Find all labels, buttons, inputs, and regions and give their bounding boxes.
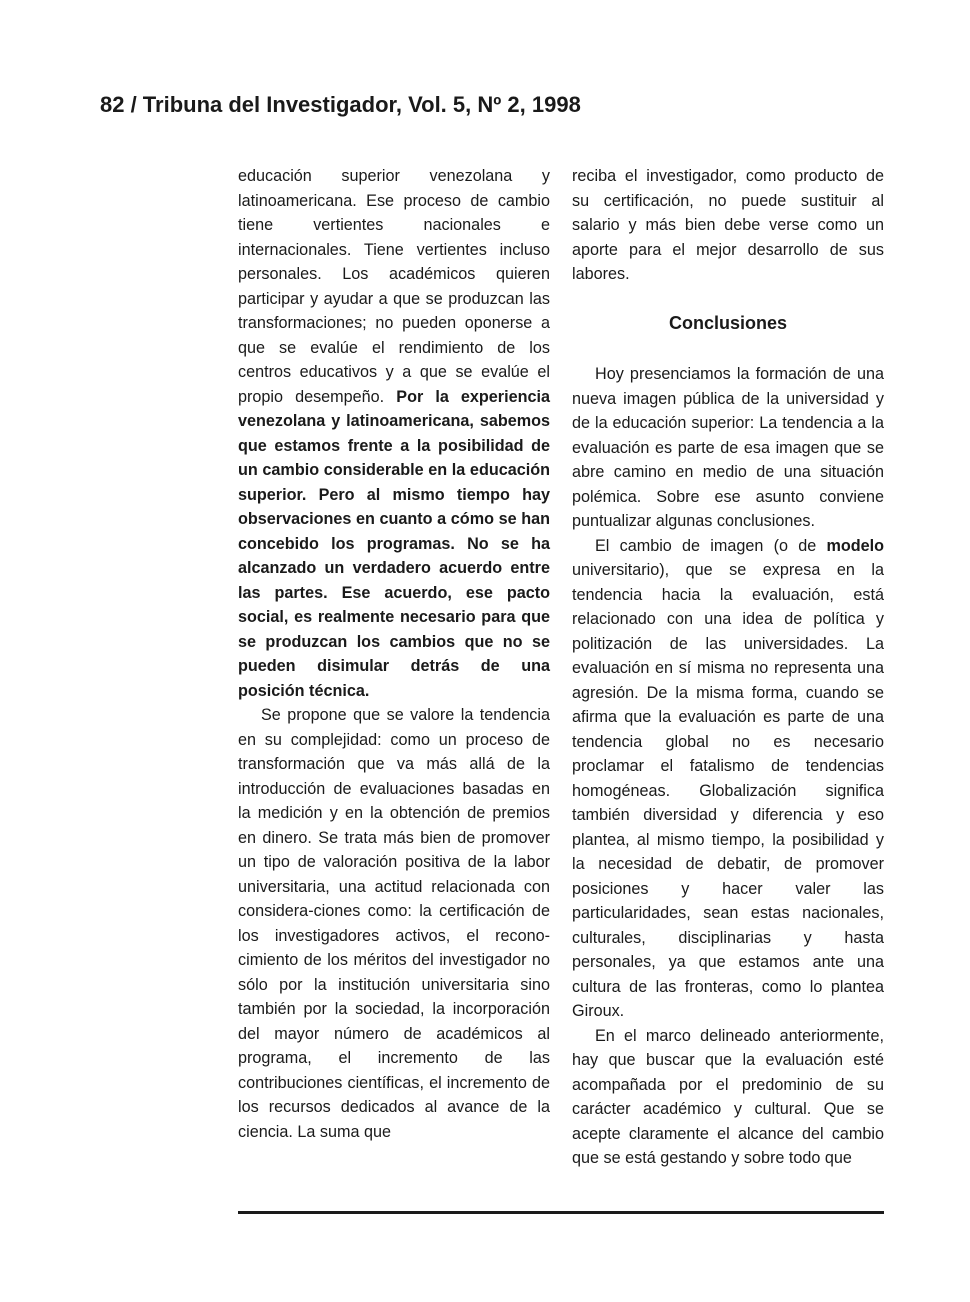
running-header: 82 / Tribuna del Investigador, Vol. 5, Nº 2, 1998: [100, 92, 581, 117]
right-paragraph-3-text-a: El cambio de imagen (o de: [595, 536, 827, 555]
left-paragraph-1-text: educación superior venezolana y latinoamericana. Ese proceso de cambio tiene vertientes nacionales e internacionales. Tiene vertientes incluso personales. Los académicos quieren participar y ayudar a que se produzcan las transformaciones; no pueden oponerse a que se evalúe el rendimiento de los centros educativos y a que se evalúe el propio desempeño.: [238, 167, 550, 406]
footer-rule: [238, 1211, 884, 1214]
right-paragraph-4: En el marco delineado anteriormente, hay que buscar que la evaluación esté acompañada por el predominio de su carácter académico y cultural. Que se acepte claramente el alcance del cambio que se está gestando y sobre todo que: [572, 1026, 884, 1167]
left-paragraph-1-bold-text: Por la experiencia venezolana y latinoamericana, sabemos que estamos frente a la posibilidad de un cambio considerable en la educación superior. Pero al mismo tiempo hay observaciones en cuanto a cómo se han concebido los programas. No se ha alcanzado un verdadero acuerdo entre las partes. Ese acuerdo, ese pacto social, es realmente necesario para que se produzcan los cambios que no se pueden disimular detrás de una posición técnica.: [238, 387, 550, 700]
right-paragraph-3-bold-term: modelo: [826, 536, 884, 555]
left-paragraph-2: Se propone que se valore la tendencia en su complejidad: como un proceso de transformación que va más allá de la introducción de evaluaciones basadas en la medición y en la obtención de premios en dinero. Se trata más bien de promover un tipo de valoración positiva de la labor universitaria, una actitud relacionada con considera-ciones como: la certificación de los investigadores activos, el recono-cimiento de los méritos del investigador no sólo por la institución universitaria sino también por la sociedad, la incorporación del mayor número de académicos al programa, el incremento de las contribuciones científicas, el incremento de los recursos dedicados al avance de la ciencia. La suma que: [238, 706, 550, 1141]
left-column: [238, 164, 550, 1144]
right-paragraph-1: reciba el investigador, como producto de su certificación, no puede sustituir al salario y más bien debe verse como un aporte para el mejor desarrollo de sus labores.: [572, 167, 884, 283]
right-paragraph-3: [572, 534, 884, 1024]
left-paragraph-1: [238, 164, 550, 703]
right-paragraph-3-text-b: universitario), que se expresa en la tendencia hacia la evaluación, está relacionado con una idea de política y politización de las universidades. La evaluación en sí misma no representa una agresión. De la misma forma, cuando se afirma que la evaluación es parte de una tendencia global no es necesario proclamar el fatalismo de tendencias homogéneas. Globalización significa también diversidad y diferencia y eso plantea, al mismo tiempo, la posibilidad y la necesidad de debatir, de promover posiciones y hacer valer las particularidades, sean estas nacionales, culturales, disciplinarias y hasta personales, ya que estamos ante una cultura de las fronteras, como lo plantea Giroux.: [572, 561, 884, 1020]
right-paragraph-2: Hoy presenciamos la formación de una nueva imagen pública de la universidad y de la educación superior: La tendencia a la evaluación es parte de esa imagen que se abre camino en medio de una situación polémica. Sobre ese asunto conviene puntualizar algunas conclusiones.: [572, 365, 884, 530]
right-column: [572, 164, 884, 1171]
section-title: Conclusiones: [668, 312, 788, 333]
